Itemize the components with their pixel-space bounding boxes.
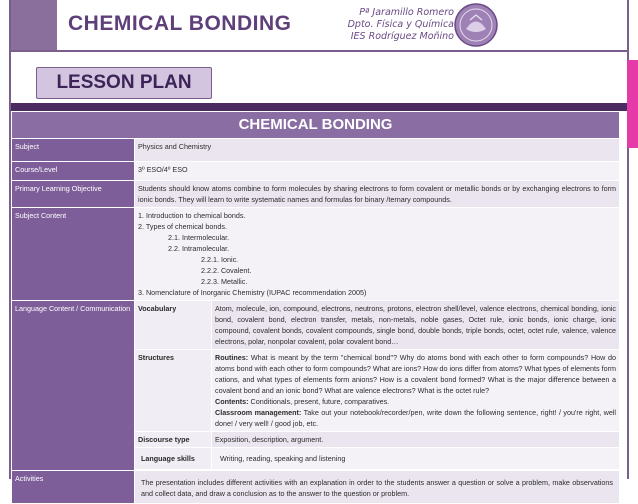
skills-label: Language skills [135, 448, 212, 470]
skills-value: Writing, reading, speaking and listening [212, 448, 620, 470]
content-item: 2.2.3. Metallic. [201, 277, 248, 286]
lesson-plan-table [11, 111, 620, 504]
contents-label: Contents: [215, 397, 249, 406]
content-row [12, 208, 620, 301]
activities-row [12, 471, 620, 504]
contents-value: Conditionals, present, future, comparatives. [250, 397, 390, 406]
course-row [12, 162, 620, 181]
header-accent-bar [11, 0, 57, 50]
content-list [135, 208, 620, 301]
objective-row [12, 181, 620, 208]
content-item: 1. Introduction to chemical bonds. [138, 211, 246, 220]
activities-label: Activities [12, 471, 135, 504]
subject-value: Physics and Chemistry [135, 139, 620, 162]
content-item: 2. Types of chemical bonds. [138, 222, 227, 231]
course-label: Course/Level [12, 162, 135, 181]
content-item: 2.2.1. Ionic. [201, 255, 239, 264]
vocabulary-row [12, 301, 620, 350]
subject-label: Subject [12, 139, 135, 162]
routines-value: What is meant by the term "chemical bond"? Why do atoms bond with each other to form compounds? How do atoms bond with each other to form compounds? What are ions? How do ions differ from atoms? What types of elements form cations, and what types of elements form anions? How is a covalent bond formed? What is the major difference between a covalent bond and an ionic bond? What are valence electrons? What is the octet rule? [215, 353, 617, 395]
discourse-label: Discourse type [135, 432, 212, 448]
discourse-value: Exposition, description, argument. [212, 432, 620, 448]
school-seal-icon [453, 2, 499, 48]
vocabulary-value: Atom, molecule, ion, compound, electrons, neutrons, protons, electron shell/level, valence electrons, chemical bonding, ionic bond, covalent bond, electron transfer, metals, non-metals, noble gases, Octet rule, ionic bonds, ionic charge, ionic compound, covalent bonds, covalent compounds, single bond, double bonds, triple bonds, octet, octet rule, valence, valence electrons, polar, nonpolar covalent, polar covalent bond… [212, 301, 620, 350]
lesson-plan-label: LESSON PLAN [36, 67, 212, 99]
routines-label: Routines: [215, 353, 249, 362]
subject-row [12, 139, 620, 162]
objective-value: Students should know atoms combine to form molecules by sharing electrons to form covalent or metallic bonds or by exchanging electrons to form ionic bonds. They will learn to write systematic names and formulas for binary /ternary compounds. [135, 181, 620, 208]
content-item: 2.2.2. Covalent. [201, 266, 252, 275]
course-value: 3º ESO/4º ESO [135, 162, 620, 181]
author-school: IES Rodríguez Moñino [350, 31, 454, 42]
structures-label: Structures [135, 350, 212, 432]
table-heading-row [12, 112, 620, 139]
activities-value: The presentation includes different activities with an explanation in order to the students answer a question or solve a problem, make observations and collect data, and draw a conclusion as to the answer to the question or problem. [135, 471, 620, 504]
author-name: Pª Jaramillo Romero [359, 7, 454, 18]
content-item: 2.1. Intermolecular. [168, 233, 230, 242]
content-label: Subject Content [12, 208, 135, 301]
page-title: CHEMICAL BONDING [68, 12, 292, 35]
routines-text [215, 352, 616, 396]
table-top-bar [11, 103, 627, 111]
language-label: Language Content / Communication [12, 301, 135, 471]
objective-label: Primary Learning Objective [12, 181, 135, 208]
classroom-label: Classroom management: [215, 408, 302, 417]
classroom-text [215, 407, 616, 429]
side-accent-bar [627, 60, 638, 148]
author-block [342, 7, 454, 43]
vocabulary-label: Vocabulary [135, 301, 212, 350]
contents-text [215, 396, 616, 407]
table-heading: CHEMICAL BONDING [12, 112, 620, 139]
structures-value [212, 350, 620, 432]
content-item: 2.2. Intramolecular. [168, 244, 230, 253]
classroom-value: Take out your notebook/recorder/pen, write down the following sentence, right! / you're right, well done! / very well! / good job, etc. [215, 408, 617, 428]
content-item: 3. Nomenclature of Inorganic Chemistry (IUPAC recommendation 2005) [138, 288, 367, 297]
author-department: Dpto. Física y Química [347, 19, 454, 30]
